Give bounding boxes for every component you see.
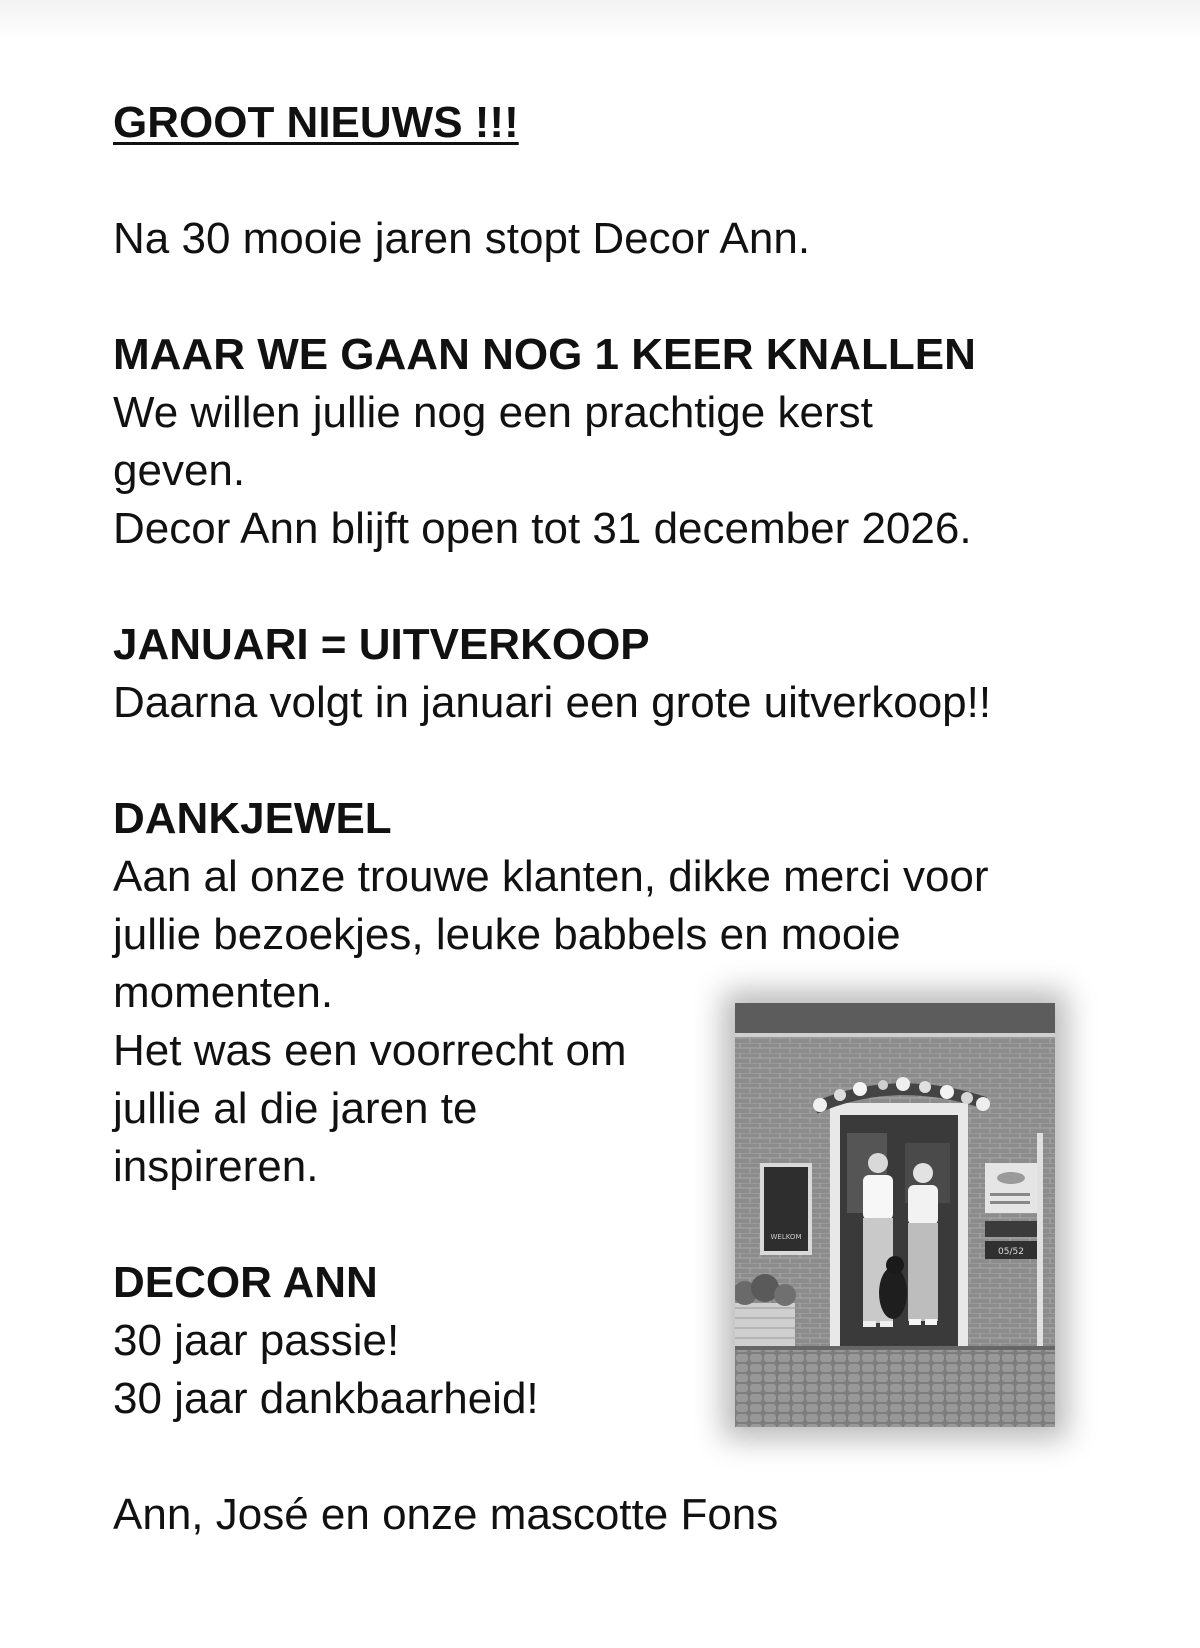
section-heading: JANUARI = UITVERKOOP <box>113 620 650 669</box>
section-heading: MAAR WE GAAN NOG 1 KEER KNALLEN <box>113 330 976 379</box>
section-heading: DECOR ANN <box>113 1258 378 1307</box>
section-line: Decor Ann blijft open tot 31 december 2026. <box>113 504 972 553</box>
section-line: inspireren. <box>113 1142 319 1191</box>
top-shade <box>0 0 1200 40</box>
intro-text: Na 30 mooie jaren stopt Decor Ann. <box>113 214 811 263</box>
section-heading: DANKJEWEL <box>113 794 392 843</box>
person-right <box>908 1163 938 1325</box>
section-line: momenten. <box>113 968 334 1017</box>
small-sign <box>985 1221 1037 1237</box>
section-line: jullie al die jaren te <box>113 1084 478 1133</box>
section-line: Daarna volgt in januari een grote uitverkoop!! <box>113 678 992 727</box>
number-sign-text: 05/52 <box>998 1247 1024 1257</box>
section-line: geven. <box>113 446 246 495</box>
cobblestone-pavement <box>735 1348 1055 1427</box>
section-line: We willen jullie nog een prachtige kerst <box>113 388 873 437</box>
roof-overhang <box>735 1003 1055 1035</box>
signature: Ann, José en onze mascotte Fons <box>113 1490 779 1539</box>
section-line: jullie bezoekjes, leuke babbels en mooie <box>113 910 901 959</box>
shop-photo <box>735 1003 1055 1427</box>
chalkboard-text: WELKOM <box>770 1233 802 1241</box>
flower-basket <box>735 1274 796 1353</box>
section-line: Het was een voorrecht om <box>113 1026 627 1075</box>
section-line: Aan al onze trouwe klanten, dikke merci voor <box>113 852 989 901</box>
section-line: 30 jaar passie! <box>113 1316 400 1365</box>
section-line: 30 jaar dankbaarheid! <box>113 1374 539 1423</box>
announcement-title: GROOT NIEUWS !!! <box>113 98 519 147</box>
plaque-sign <box>985 1163 1037 1213</box>
